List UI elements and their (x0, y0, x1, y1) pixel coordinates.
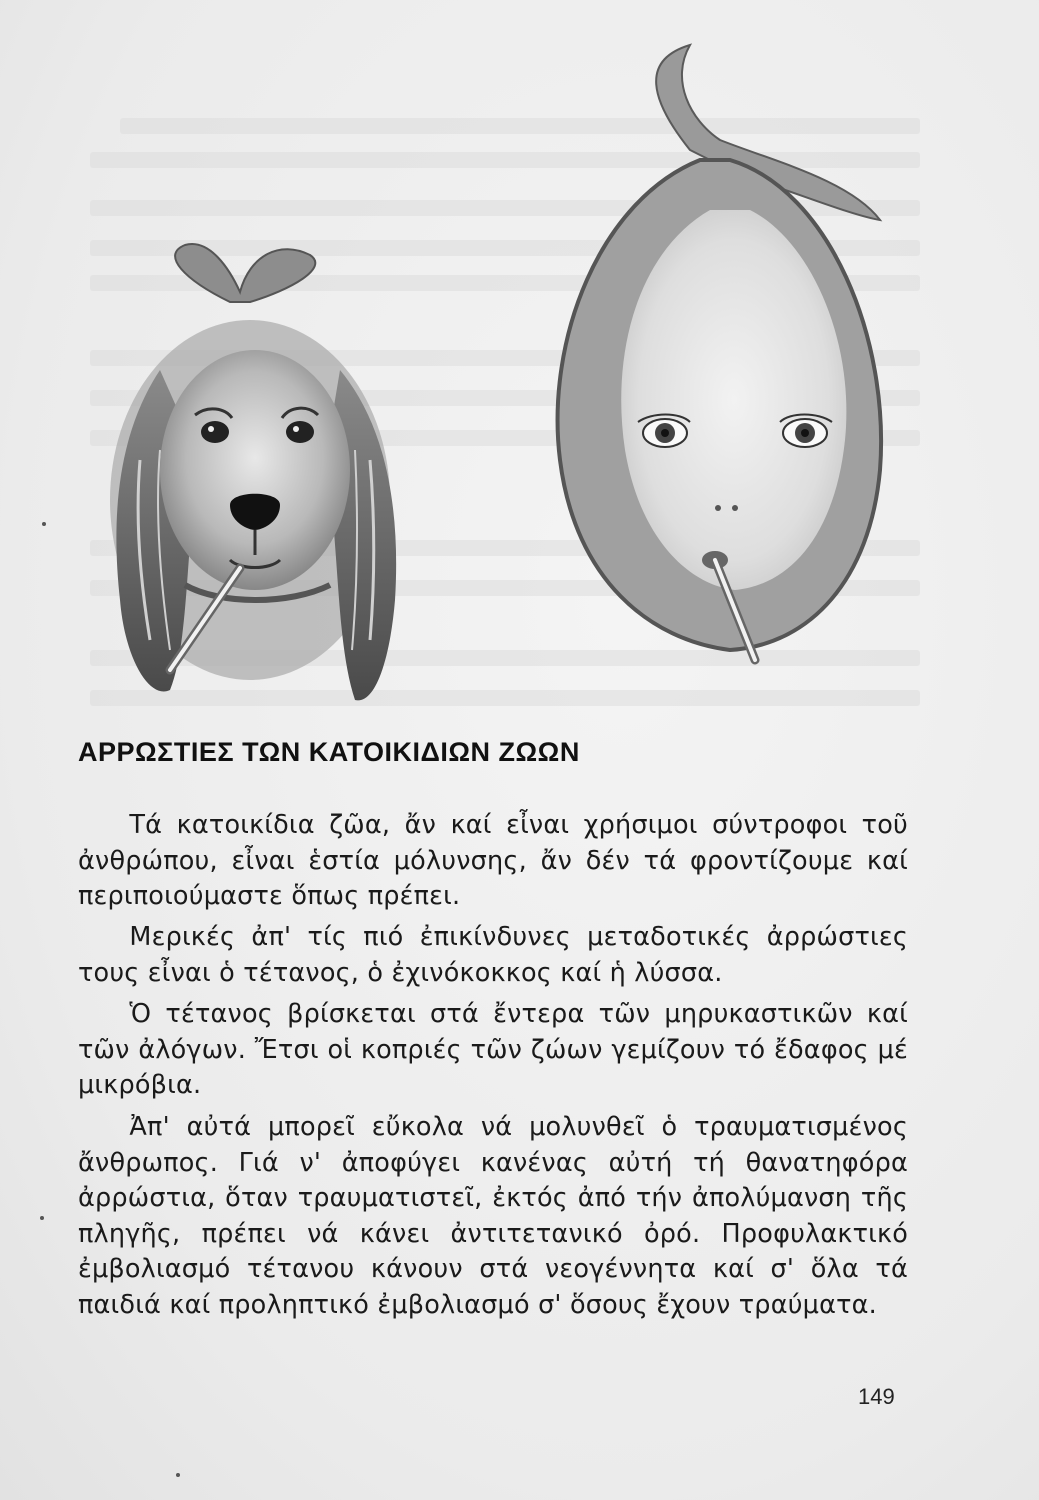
paragraph-2: Μερικές ἀπ' τίς πιό ἐπικίνδυνες μεταδοτικές ἀρρώστιες τους εἶναι ὁ τέτανος, ὁ ἐχινόκοκκος καί ἡ λύσσα. (78, 922, 908, 988)
dog-left-eye-icon (201, 421, 229, 443)
page-number: 149 (858, 1384, 895, 1409)
speck (40, 1216, 44, 1220)
speck (176, 1473, 180, 1477)
dog-figure (110, 244, 396, 700)
girl-figure (558, 45, 882, 660)
section-heading: ΑΡΡΩΣΤΙΕΣ ΤΩΝ ΚΑΤΟΙΚΙΔΙΩΝ ΖΩΩΝ (78, 737, 580, 767)
paragraph-4: Ἀπ' αὐτά μπορεῖ εὔκολα νά μολυνθεῖ ὁ τραυματισμένος ἄνθρωπος. Γιά ν' ἀποφύγει κανένας αὐτή τή θανατηφόρα ἀρρώστια, ὅταν τραυματιστεῖ, ἐκτός ἀπό τήν ἀπολύμανση τῆς πληγῆς, πρέπει νά κάνει ἀντιτετανικό ὀρό. Προφυλακτικό ἐμβολιασμό τέτανου κάνουν στά νεογέννητα καί σ' ὅλα τά παιδιά καί προληπτικό ἐμβολιασμό σ' ὅσους ἔχουν τραύματα. (78, 1112, 908, 1320)
illustration (90, 40, 930, 740)
dog-right-eye-icon (286, 421, 314, 443)
paragraph-3: Ὁ τέτανος βρίσκεται στά ἔντερα τῶν μηρυκαστικῶν καί τῶν ἀλόγων. Ἔτσι οἱ κοπριές τῶν ζώων γεμίζουν τό ἔδαφος μέ μικρόβια. (78, 999, 908, 1101)
speck (42, 522, 46, 526)
dog-bow-icon (175, 244, 315, 302)
paragraph-1: Τά κατοικίδια ζῶα, ἄν καί εἶναι χρήσιμοι σύντροφοι τοῦ ἀνθρώπου, εἶναι ἑστία μόλυνσης, ἄν δέν τά φροντίζουμε καί περιποιούμαστε ὅπως πρέπει. (78, 810, 908, 912)
